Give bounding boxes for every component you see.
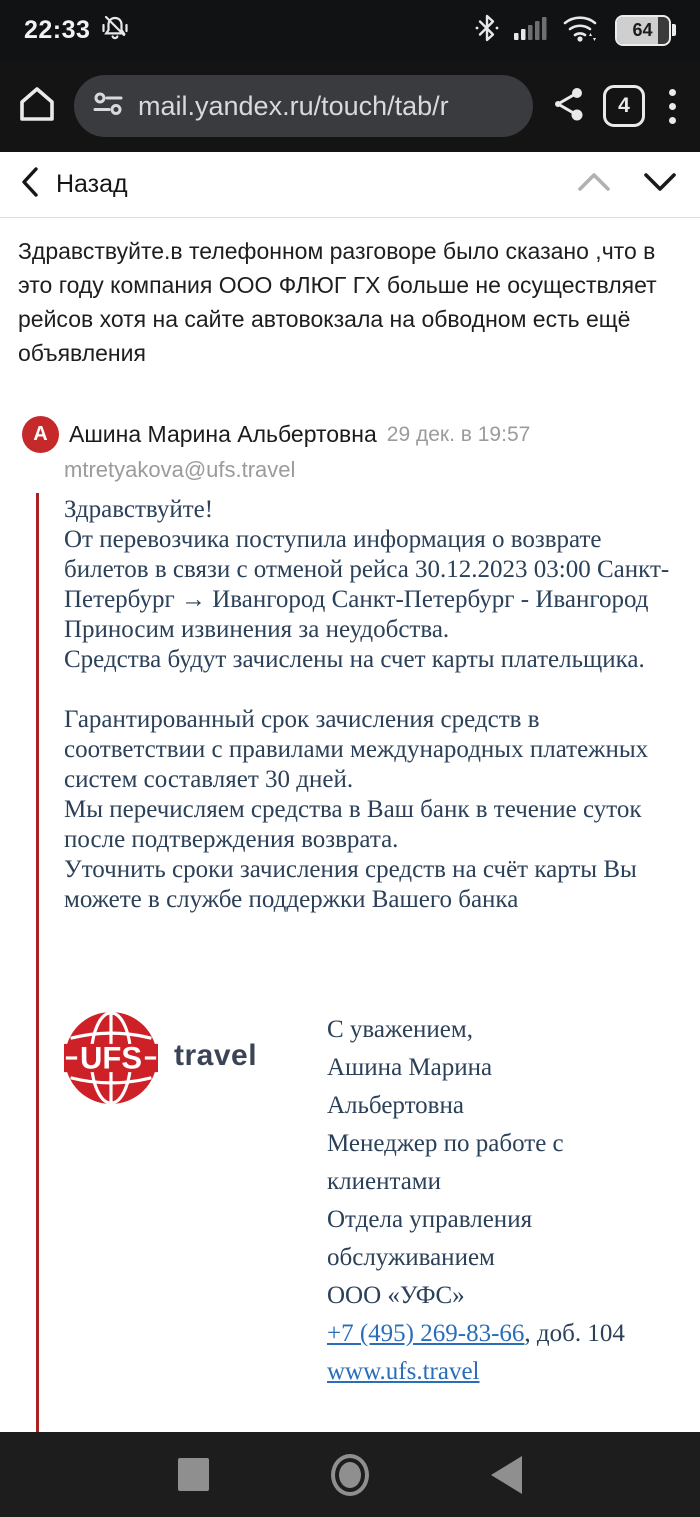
signature-line: Ашина Марина Альбертовна — [327, 1054, 493, 1119]
share-button[interactable] — [549, 85, 587, 128]
message-date: 29 дек. в 19:57 — [386, 422, 531, 446]
battery-percent: 64 — [632, 19, 653, 40]
status-bar — [0, 0, 700, 60]
android-nav-bar — [0, 1432, 700, 1517]
recents-button[interactable] — [178, 1458, 209, 1491]
ufs-logo-text: UFS — [79, 1040, 143, 1076]
sender-row[interactable] — [0, 416, 700, 453]
chevron-left-icon — [18, 165, 42, 204]
quoted-message-block — [36, 493, 700, 1445]
email-message — [0, 416, 700, 1445]
back-label: Назад — [56, 170, 128, 198]
thread-intro-text: Здравствуйте.в телефонном разговоре было сказано ,что в это году компания ООО ФЛЮГ ГХ больше не осуществляет рейсов хотя на сайте автовокзала на обводном есть ещё объявления — [18, 238, 657, 366]
message-body — [64, 495, 682, 915]
sender-email: mtretyakova@ufs.travel — [64, 457, 296, 482]
home-button[interactable] — [16, 83, 58, 130]
site-settings-icon[interactable] — [92, 88, 124, 125]
signature-text — [327, 1011, 627, 1391]
signature-line: Менеджер по работе с клиентами — [327, 1130, 564, 1195]
home-nav-button[interactable] — [331, 1454, 369, 1496]
body-paragraph: Уточнить сроки зачисления средств на счёт карты Вы можете в службе поддержки Вашего банка — [64, 856, 637, 913]
ufs-logo — [64, 1011, 327, 1391]
address-bar[interactable] — [74, 75, 533, 137]
wifi-icon — [562, 12, 602, 49]
signature-block — [64, 1011, 682, 1391]
signature-line: С уважением, — [327, 1016, 473, 1043]
browser-toolbar — [0, 60, 700, 152]
avatar-letter: А — [33, 423, 48, 445]
previous-message-button[interactable] — [576, 170, 612, 199]
phone-link[interactable]: +7 (495) 269-83-66 — [327, 1320, 525, 1347]
back-nav-button[interactable] — [491, 1456, 522, 1494]
signature-line: ООО «УФС» — [327, 1282, 465, 1309]
body-paragraph: От перевозчика поступила информация о возврате билетов в связи с отменой рейса 30.12.2023 03:00 Санкт-Петербург → Ивангород Санкт-Петербург - Ивангород — [64, 526, 670, 613]
body-paragraph: Мы перечисляем средства в Ваш банк в течение суток после подтверждения возврата. — [64, 796, 642, 853]
back-button[interactable] — [18, 165, 128, 204]
body-paragraph: Здравствуйте! — [64, 496, 214, 523]
battery-icon — [615, 15, 677, 46]
tab-switcher-button[interactable] — [603, 85, 645, 127]
body-paragraph: Средства будут зачислены на счет карты плательщика. — [64, 646, 645, 673]
signal-icon — [513, 13, 549, 48]
browser-menu-button[interactable] — [661, 85, 684, 128]
clock: 22:33 — [24, 15, 91, 44]
sender-name: Ашина Марина Альбертовна — [69, 421, 377, 447]
body-paragraph: Гарантированный срок зачисления средств в соответствии с правилами международных платежных систем составляет 30 дней. — [64, 706, 649, 793]
phone-extension: , доб. 104 — [524, 1320, 625, 1347]
next-message-button[interactable] — [642, 170, 678, 199]
avatar — [22, 416, 59, 453]
signature-line: Отдела управления обслуживанием — [327, 1206, 533, 1271]
tab-count: 4 — [618, 94, 630, 117]
bluetooth-icon — [474, 13, 500, 48]
ufs-globe-icon — [64, 1011, 158, 1110]
mute-icon — [100, 13, 130, 48]
body-paragraph: Приносим извинения за неудобства. — [64, 616, 450, 643]
url-text: mail.yandex.ru/touch/tab/r — [138, 90, 449, 121]
travel-wordmark: travel — [174, 1039, 258, 1072]
website-link[interactable]: www.ufs.travel — [327, 1358, 480, 1385]
mail-toolbar — [0, 152, 700, 218]
